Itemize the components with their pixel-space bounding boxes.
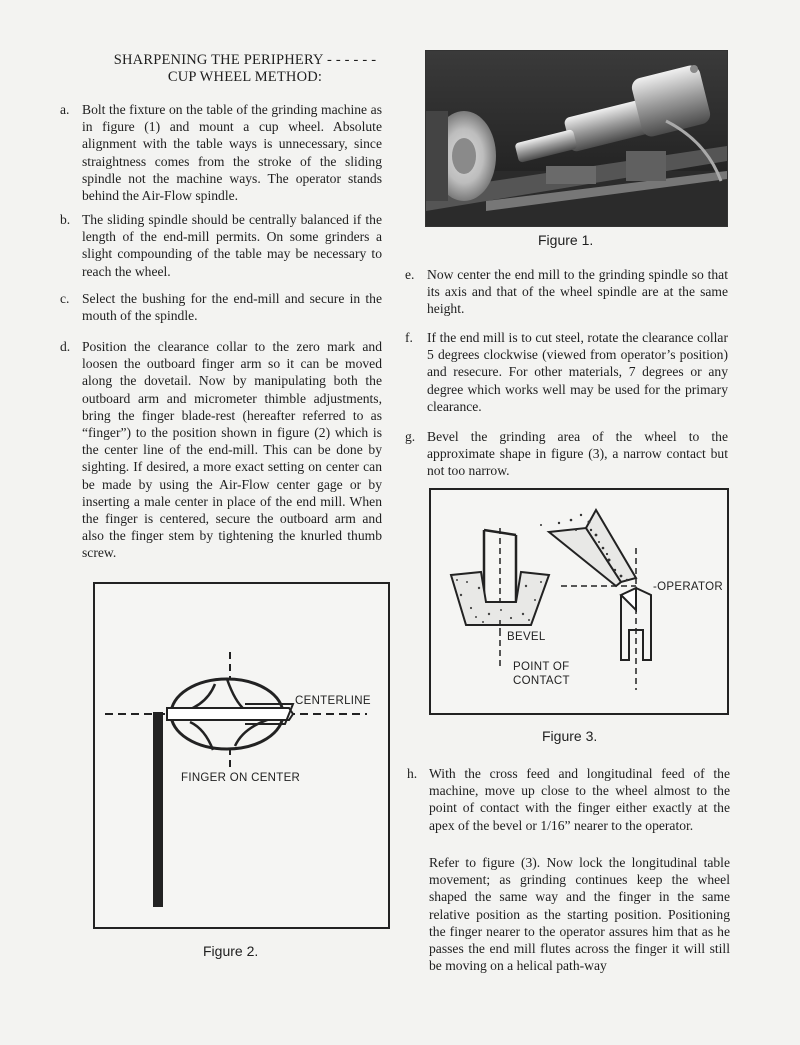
paragraph-text: Refer to figure (3). Now lock the longitudinal table movement; as grinding continues keep the wheel shaped the same way and the finger in the same relative position as the starting position. Positioning the finger nearer to the operator assures him that as he passes the end mill flutes across the finger it will still be moving on a helical path-way <box>429 855 730 974</box>
paragraph-e <box>405 266 728 318</box>
paragraph-text: The sliding spindle should be centrally balanced if the length of the end-mill permits. On some grinders a slight compounding of the table may be necessary to reach the wheel. <box>82 212 382 279</box>
paragraph-text: Position the clearance collar to the zero mark and loosen the outboard finger arm so it can be moved along the dovetail. Now by manipulating both the outboard arm and micrometer thimble adjustments, bring the finger blade-rest (hereafter referred to as “finger”) to the position shown in figure (2) which is the center line of the end-mill. This can be done by sighting. If desired, a more exact setting on center can be made by using the Air-Flow center gage or by inserting a male center in place of the end mill. When the finger is centered, secure the outboard arm and also the finger stem by tightening the knurled thumb screw. <box>82 339 382 561</box>
figure-3-point-label-line1: POINT OF <box>513 661 570 673</box>
paragraph-label: h. <box>407 766 418 781</box>
paragraph-text: Now center the end mill to the grinding spindle so that its axis and that of the wheel spindle are at the same height. <box>427 267 728 317</box>
figure-3-operator-label: -OPERATOR <box>653 581 724 593</box>
paragraph-text: Select the bushing for the end-mill and secure in the mouth of the spindle. <box>82 291 382 324</box>
figure-1-photo <box>425 50 728 227</box>
paragraph-label: g. <box>405 429 416 444</box>
paragraph-a <box>60 101 382 204</box>
figure-3-point-label-line2: CONTACT <box>513 675 570 687</box>
paragraph-label: e. <box>405 267 415 282</box>
paragraph-label: f. <box>405 330 413 345</box>
paragraph-label: b. <box>60 212 71 227</box>
paragraph-text: Bevel the grinding area of the wheel to the approximate shape in figure (3), a narrow contact but not too narrow. <box>427 429 728 479</box>
figure-3-frame <box>429 488 729 715</box>
paragraph-text: If the end mill is to cut steel, rotate the clearance collar 5 degrees clockwise (viewed from operator’s position) and resecure. For other materials, 7 degrees or any degree which works well may be used for the primary clearance. <box>427 330 728 414</box>
paragraph-h <box>407 765 730 834</box>
figure-2-caption: Figure 2. <box>203 943 259 959</box>
figure-3-caption: Figure 3. <box>542 728 598 744</box>
paragraph-b <box>60 211 382 280</box>
figure-2-diagram <box>95 584 388 927</box>
paragraph-g <box>405 428 728 480</box>
section-heading <box>100 52 390 86</box>
figure-3-diagram <box>431 490 727 713</box>
paragraph-text: Bolt the fixture on the table of the grinding machine as in figure (1) and mount a cup wheel. Absolute alignment with the table ways is unnecessary, since straightness comes from the stroke of the sliding spindle not the machine ways. The operator stands behind the Air-Flow spindle. <box>82 102 382 204</box>
paragraph-text: With the cross feed and longitudinal feed of the machine, move up close to the wheel almost to the point of contact with the finger either exactly at the apex of the bevel or 1/16” nearer to the operator. <box>429 766 730 833</box>
paragraph-label: c. <box>60 291 70 306</box>
paragraph-label: d. <box>60 339 71 354</box>
paragraph-refer <box>429 854 730 974</box>
figure-1-caption: Figure 1. <box>538 232 594 248</box>
paragraph-label: a. <box>60 102 70 117</box>
machine-photo-illustration <box>426 51 727 226</box>
figure-2-centerline-label: CENTERLINE <box>295 695 371 707</box>
paragraph-f <box>405 329 728 415</box>
figure-2-frame <box>93 582 390 929</box>
figure-3-bevel-label: BEVEL <box>507 631 546 643</box>
heading-line-1: SHARPENING THE PERIPHERY - - - - - - <box>113 52 377 68</box>
paragraph-c <box>60 290 382 324</box>
heading-line-2: CUP WHEEL METHOD: <box>167 69 323 85</box>
paragraph-d <box>60 338 382 562</box>
figure-2-finger-label: FINGER ON CENTER <box>181 772 301 784</box>
